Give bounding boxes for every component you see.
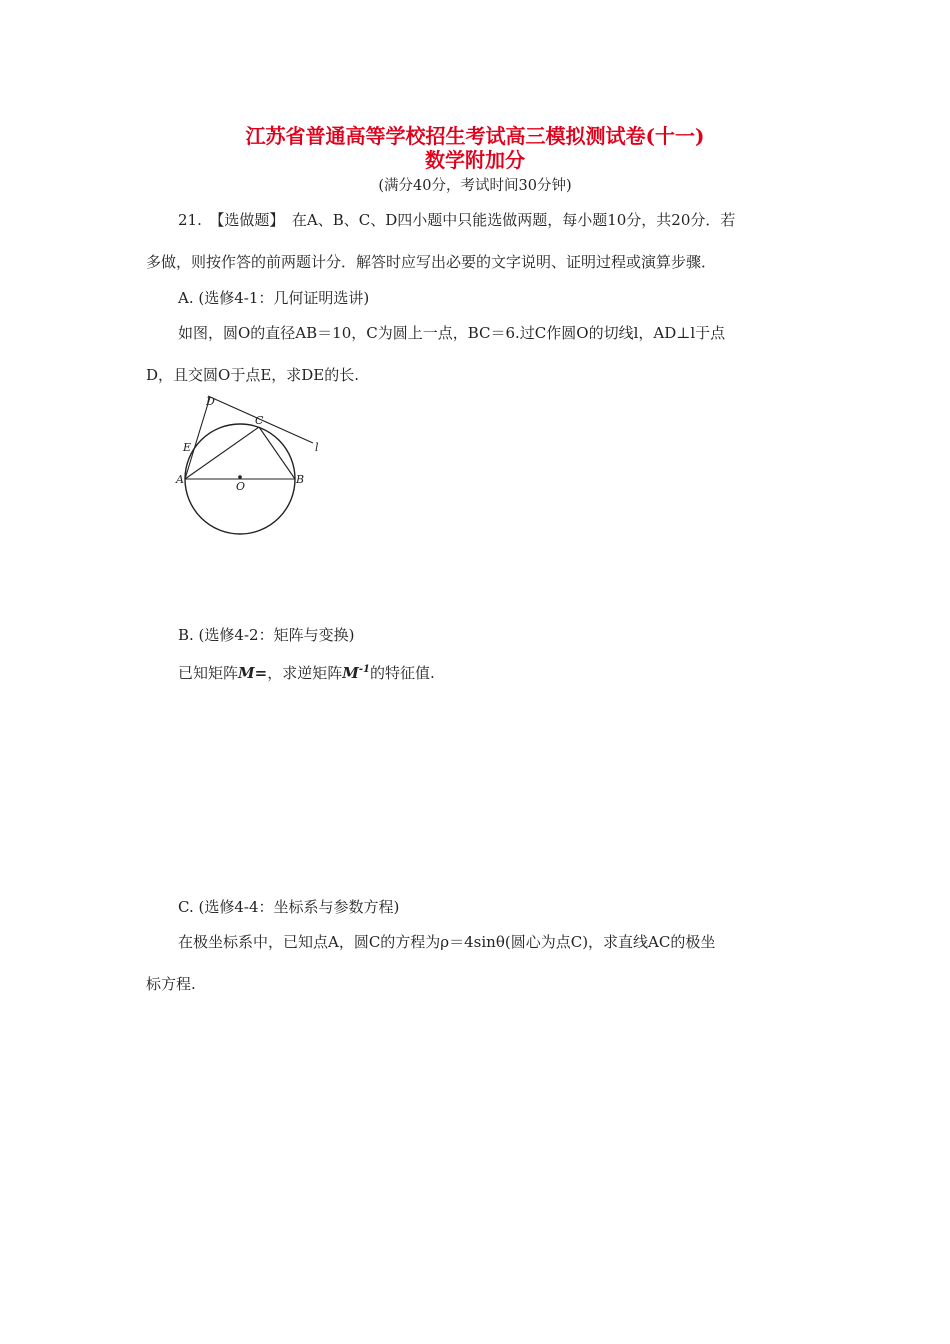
matrix-m-symbol: M= [238,664,268,682]
inverse-matrix-symbol: M [342,664,359,682]
segment-bc [259,427,295,479]
problem-b-text-middle: ，求逆矩阵 [267,664,343,682]
label-o: O [236,480,246,493]
label-a: A [176,473,184,486]
label-e: E [183,441,192,454]
label-c: C [255,414,264,427]
problem-a-heading: A. (选修4-1：几何证明选讲) [178,289,370,307]
problem-c-line-1: 在极坐标系中，已知点A，圆C的方程为ρ＝4sinθ(圆心为点C)，求直线AC的极坐 [178,933,716,951]
label-d: D [206,395,215,408]
problem-b-text-after: 的特征值. [369,664,435,682]
problem-c-line-2: 标方程. [146,975,196,993]
problem-c-heading: C. (选修4-4：坐标系与参数方程) [178,898,400,916]
label-b: B [296,473,305,486]
inverse-exponent: -1 [358,664,370,675]
segment-ad [185,397,210,479]
geometry-figure [168,388,338,538]
label-l: l [315,441,319,454]
exam-subject: 数学附加分 [425,148,525,172]
exam-info: (满分40分，考试时间30分钟) [378,178,572,194]
problem-a-line-2: D，且交圆O于点E，求DE的长. [146,366,360,384]
intro-line-1: 21. 【选做题】 在A、B、C、D四小题中只能选做两题，每小题10分，共20分．若 [178,211,736,229]
intro-line-2: 多做，则按作答的前两题计分．解答时应写出必要的文字说明、证明过程或演算步骤． [146,253,717,271]
problem-b-text [178,659,435,684]
problem-b-heading: B. (选修4-2：矩阵与变换) [178,626,355,644]
segment-ac [185,427,259,479]
center-point-o [238,475,242,479]
exam-title: 江苏省普通高等学校招生考试高三模拟测试卷(十一) [245,124,705,148]
problem-b-text-before: 已知矩阵 [178,664,239,682]
problem-a-line-1: 如图，圆O的直径AB＝10，C为圆上一点，BC＝6.过C作圆O的切线l，AD⊥l于点 [178,324,726,342]
